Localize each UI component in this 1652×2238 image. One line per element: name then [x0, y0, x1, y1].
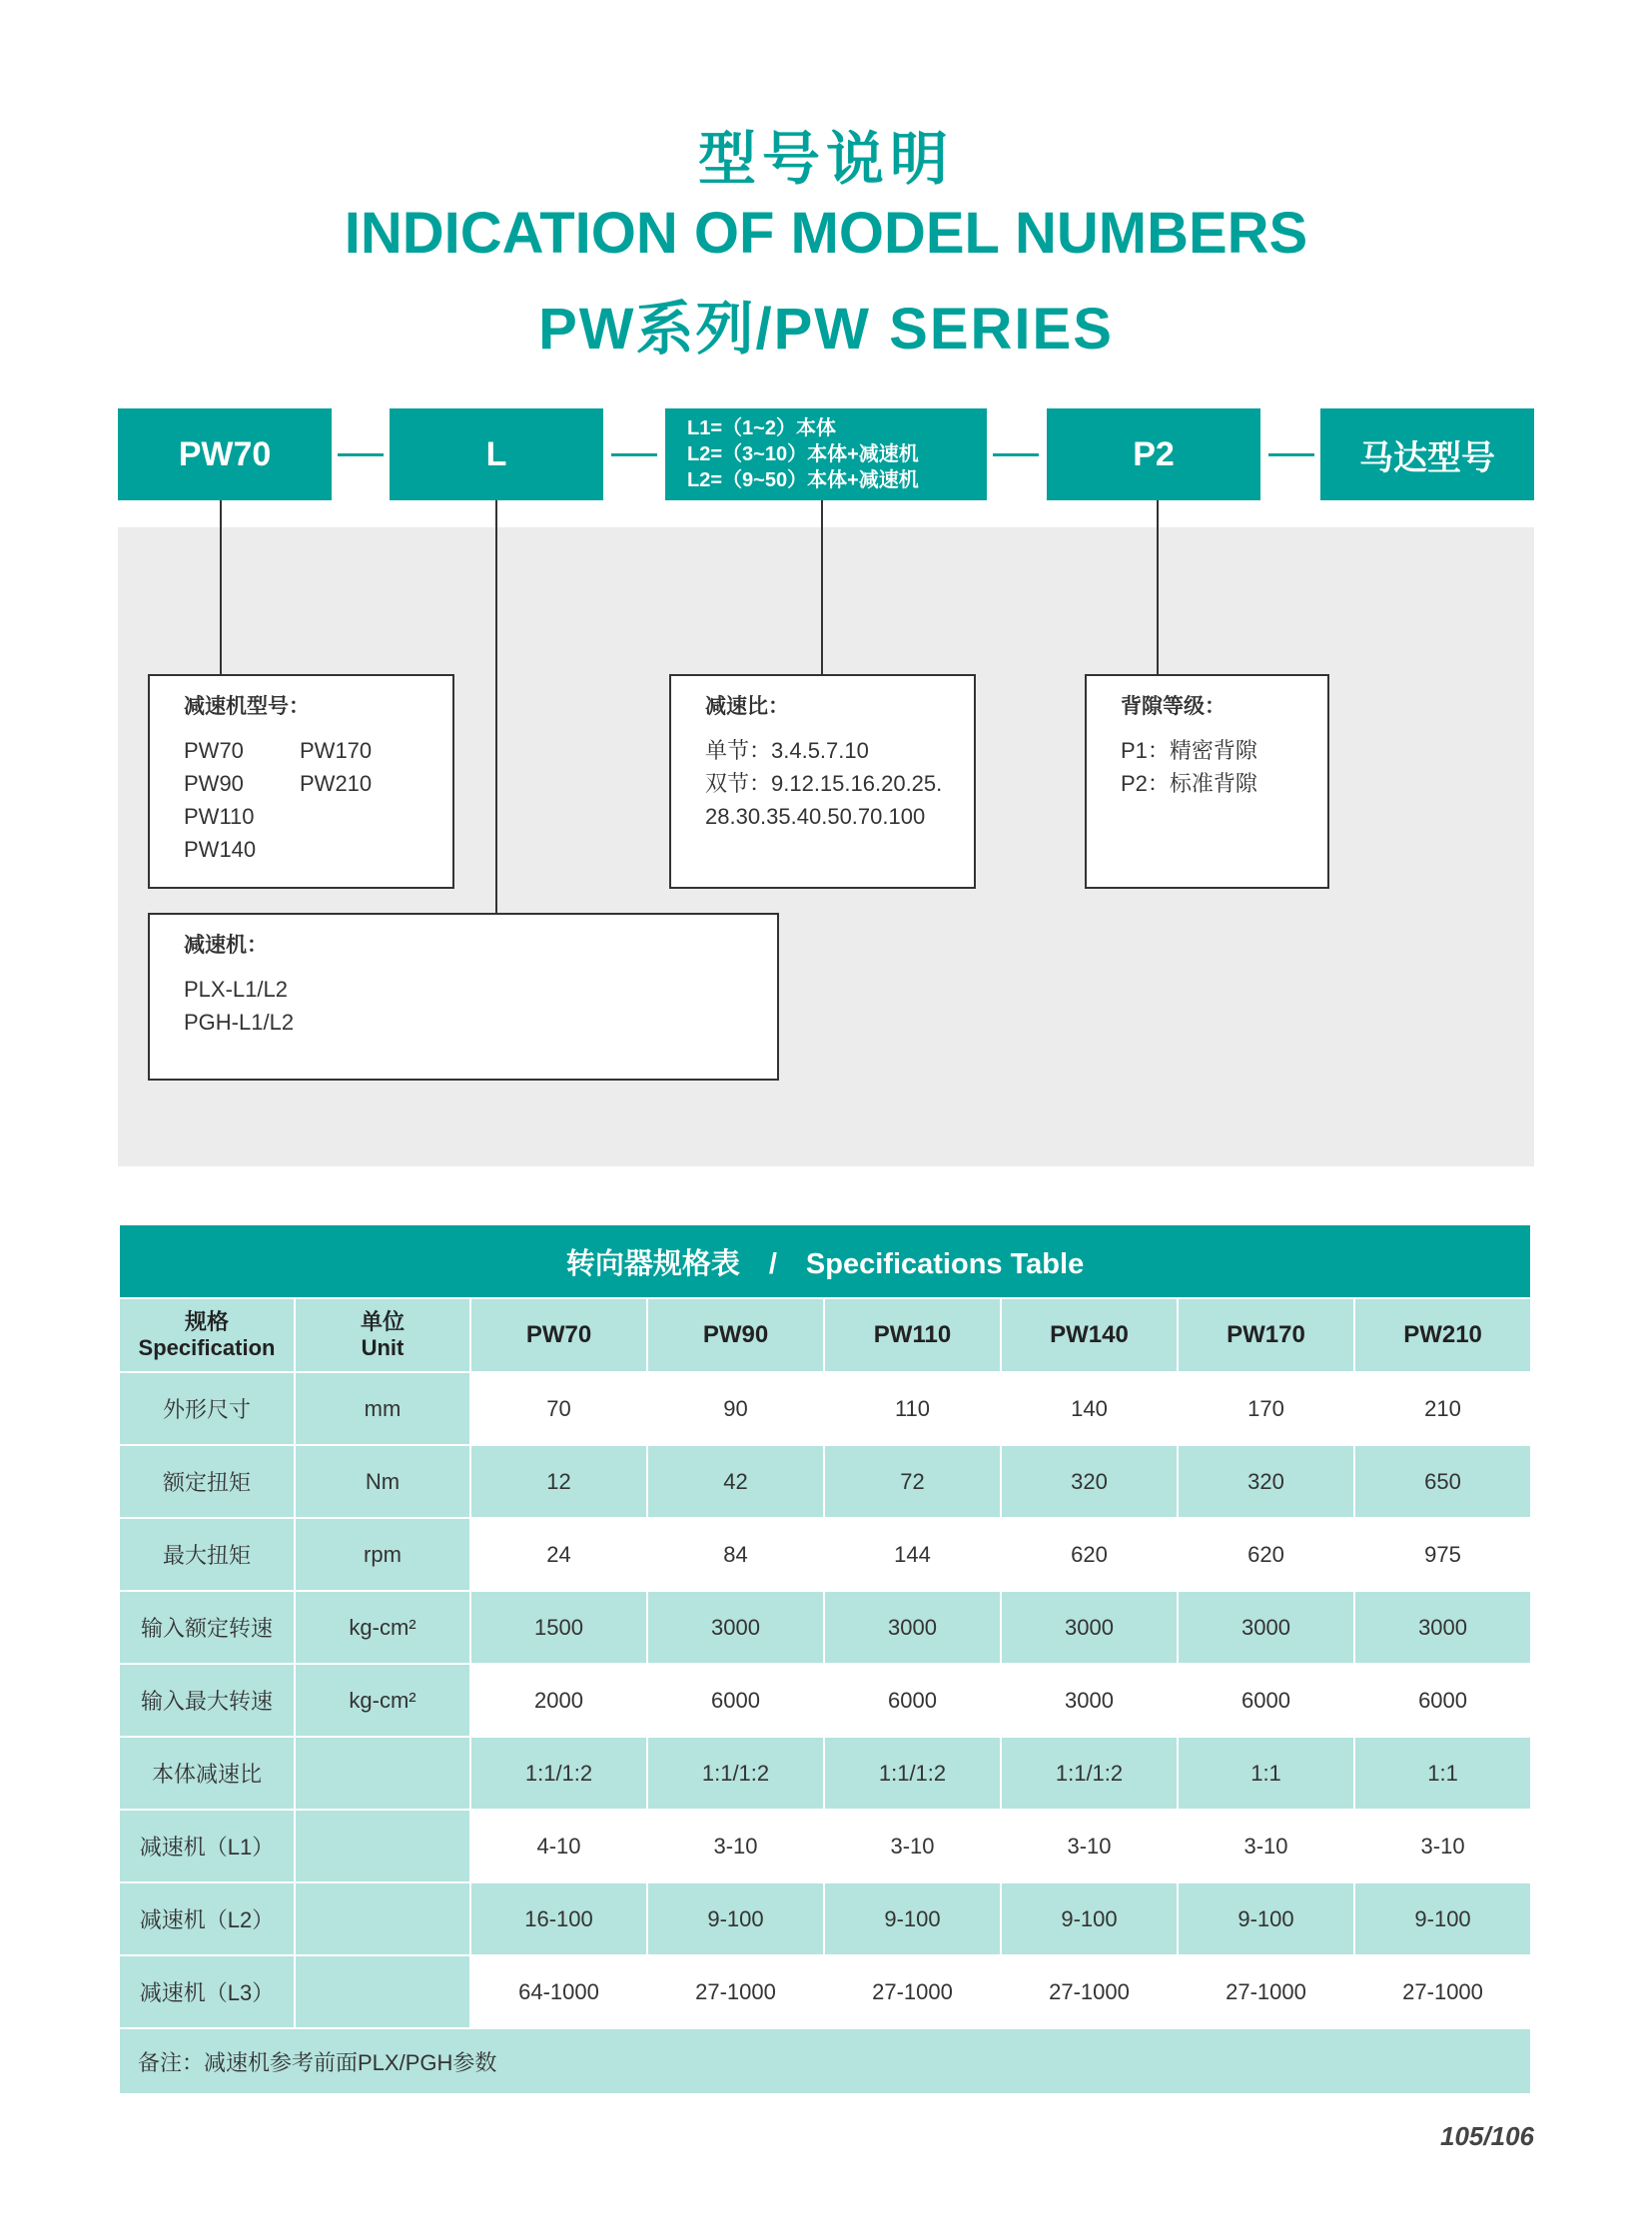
title-chinese: 型号说明	[697, 127, 954, 192]
connector-line	[1157, 500, 1159, 675]
row-value: 64-1000	[470, 1955, 647, 2028]
row-value: 1:1	[1354, 1737, 1531, 1810]
row-value: 3000	[1001, 1591, 1178, 1664]
row-value: 27-1000	[1178, 1955, 1354, 2028]
model-item: PW90	[184, 771, 244, 796]
row-value: 27-1000	[1354, 1955, 1531, 2028]
table-row	[119, 1810, 1531, 1882]
header-model: PW210	[1354, 1298, 1531, 1372]
row-unit	[295, 1810, 470, 1882]
code-backlash-box: P2	[1047, 408, 1260, 500]
row-value: 1:1/1:2	[824, 1737, 1001, 1810]
table-row	[119, 1445, 1531, 1518]
row-value: 210	[1354, 1372, 1531, 1445]
row-value: 3000	[1178, 1591, 1354, 1664]
code-separator	[993, 453, 1039, 456]
row-value: 72	[824, 1445, 1001, 1518]
ratio-line: 28.30.35.40.50.70.100	[705, 804, 926, 829]
code-separator	[338, 453, 384, 456]
model-item: PW170	[300, 738, 373, 763]
model-item: PW110	[184, 804, 255, 829]
specifications-table	[118, 1223, 1532, 2095]
row-value: 3000	[824, 1591, 1001, 1664]
row-label: 减速机（L1）	[119, 1810, 295, 1882]
stage-line: L2=（9~50）本体+减速机	[687, 469, 919, 491]
row-unit	[295, 1882, 470, 1955]
reducer-line: PLX-L1/L2	[184, 977, 288, 1002]
table-row	[119, 1591, 1531, 1664]
row-value: 6000	[1178, 1664, 1354, 1737]
row-value: 16-100	[470, 1882, 647, 1955]
row-label: 额定扭矩	[119, 1445, 295, 1518]
header-unit-zh: 单位	[360, 1309, 405, 1334]
row-value: 9-100	[824, 1882, 1001, 1955]
model-item: PW70	[184, 738, 244, 763]
row-unit: kg-cm²	[295, 1664, 470, 1737]
header-spec-zh: 规格	[184, 1309, 229, 1334]
row-value: 975	[1354, 1518, 1531, 1591]
row-unit	[295, 1737, 470, 1810]
reducer-heading: 减速机：	[184, 934, 268, 957]
row-value: 3-10	[1354, 1810, 1531, 1882]
row-value: 110	[824, 1372, 1001, 1445]
row-value: 3-10	[824, 1810, 1001, 1882]
backlash-heading: 背隙等级：	[1121, 695, 1226, 718]
row-value: 320	[1178, 1445, 1354, 1518]
row-value: 650	[1354, 1445, 1531, 1518]
row-label: 本体减速比	[119, 1737, 295, 1810]
header-spec-en: Specification	[138, 1335, 276, 1360]
table-row	[119, 1372, 1531, 1445]
code-separator	[1268, 453, 1314, 456]
reducer-model-heading: 减速机型号：	[184, 695, 310, 718]
row-value: 27-1000	[1001, 1955, 1178, 2028]
backlash-line: P2：标准背隙	[1121, 771, 1257, 796]
table-row	[119, 1737, 1531, 1810]
row-value: 2000	[470, 1664, 647, 1737]
ratio-box	[669, 674, 976, 889]
row-unit: rpm	[295, 1518, 470, 1591]
stage-line: L1=（1~2）本体	[687, 417, 836, 439]
row-value: 170	[1178, 1372, 1354, 1445]
page-number: 105/106	[1440, 2121, 1534, 2151]
code-model-box: PW70	[118, 408, 332, 500]
reducer-box	[148, 913, 779, 1081]
table-body	[119, 1372, 1531, 2028]
row-value: 1500	[470, 1591, 647, 1664]
reducer-line: PGH-L1/L2	[184, 1010, 295, 1035]
row-value: 90	[647, 1372, 824, 1445]
stage-line: L2=（3~10）本体+减速机	[687, 443, 919, 465]
row-value: 3-10	[1001, 1810, 1178, 1882]
code-separator	[611, 453, 657, 456]
row-unit: kg-cm²	[295, 1591, 470, 1664]
row-value: 12	[470, 1445, 647, 1518]
row-label: 外形尺寸	[119, 1372, 295, 1445]
header-unit	[295, 1298, 470, 1372]
model-item: PW140	[184, 837, 257, 862]
row-value: 27-1000	[824, 1955, 1001, 2028]
row-value: 3000	[1354, 1591, 1531, 1664]
connector-line	[821, 500, 823, 675]
connector-line	[220, 500, 222, 675]
table-note: 备注：减速机参考前面PLX/PGH参数	[119, 2028, 1531, 2094]
row-value: 620	[1178, 1518, 1354, 1591]
header-model: PW170	[1178, 1298, 1354, 1372]
row-unit	[295, 1955, 470, 2028]
row-unit: Nm	[295, 1445, 470, 1518]
ratio-line: 双节：9.12.15.16.20.25.	[705, 771, 943, 796]
header-model: PW90	[647, 1298, 824, 1372]
header-unit-en: Unit	[361, 1335, 405, 1360]
header-model: PW70	[470, 1298, 647, 1372]
row-value: 84	[647, 1518, 824, 1591]
row-value: 3-10	[1178, 1810, 1354, 1882]
row-value: 320	[1001, 1445, 1178, 1518]
ratio-heading: 减速比：	[705, 695, 789, 718]
ratio-line: 单节：3.4.5.7.10	[705, 738, 869, 763]
row-value: 3-10	[647, 1810, 824, 1882]
code-stage-box	[665, 408, 987, 500]
table-row	[119, 1882, 1531, 1955]
table-caption: 转向器规格表 / Specifications Table	[119, 1224, 1531, 1298]
title-english: INDICATION OF MODEL NUMBERS	[344, 201, 1308, 266]
row-value: 42	[647, 1445, 824, 1518]
code-reducer-box: L	[390, 408, 603, 500]
row-value: 9-100	[647, 1882, 824, 1955]
row-label: 减速机（L3）	[119, 1955, 295, 2028]
row-value: 1:1	[1178, 1737, 1354, 1810]
row-label: 输入额定转速	[119, 1591, 295, 1664]
row-value: 1:1/1:2	[1001, 1737, 1178, 1810]
header-spec	[119, 1298, 295, 1372]
row-value: 6000	[824, 1664, 1001, 1737]
title-series: PW系列/PW SERIES	[538, 297, 1114, 362]
row-value: 6000	[1354, 1664, 1531, 1737]
table-row	[119, 1664, 1531, 1737]
reducer-model-box	[148, 674, 454, 889]
table-row	[119, 1955, 1531, 2028]
row-value: 9-100	[1354, 1882, 1531, 1955]
row-label: 最大扭矩	[119, 1518, 295, 1591]
row-value: 140	[1001, 1372, 1178, 1445]
header-model: PW140	[1001, 1298, 1178, 1372]
model-item: PW210	[300, 771, 373, 796]
row-value: 4-10	[470, 1810, 647, 1882]
header-model: PW110	[824, 1298, 1001, 1372]
row-value: 3000	[647, 1591, 824, 1664]
row-value: 24	[470, 1518, 647, 1591]
row-unit: mm	[295, 1372, 470, 1445]
row-value: 27-1000	[647, 1955, 824, 2028]
row-value: 9-100	[1178, 1882, 1354, 1955]
row-value: 1:1/1:2	[470, 1737, 647, 1810]
row-value: 6000	[647, 1664, 824, 1737]
row-value: 144	[824, 1518, 1001, 1591]
row-label: 输入最大转速	[119, 1664, 295, 1737]
backlash-box	[1085, 674, 1329, 889]
connector-line	[495, 500, 497, 914]
row-value: 1:1/1:2	[647, 1737, 824, 1810]
row-value: 3000	[1001, 1664, 1178, 1737]
backlash-line: P1：精密背隙	[1121, 738, 1257, 763]
row-label: 减速机（L2）	[119, 1882, 295, 1955]
row-value: 70	[470, 1372, 647, 1445]
table-row	[119, 1518, 1531, 1591]
code-motor-box: 马达型号	[1320, 408, 1534, 500]
row-value: 620	[1001, 1518, 1178, 1591]
row-value: 9-100	[1001, 1882, 1178, 1955]
